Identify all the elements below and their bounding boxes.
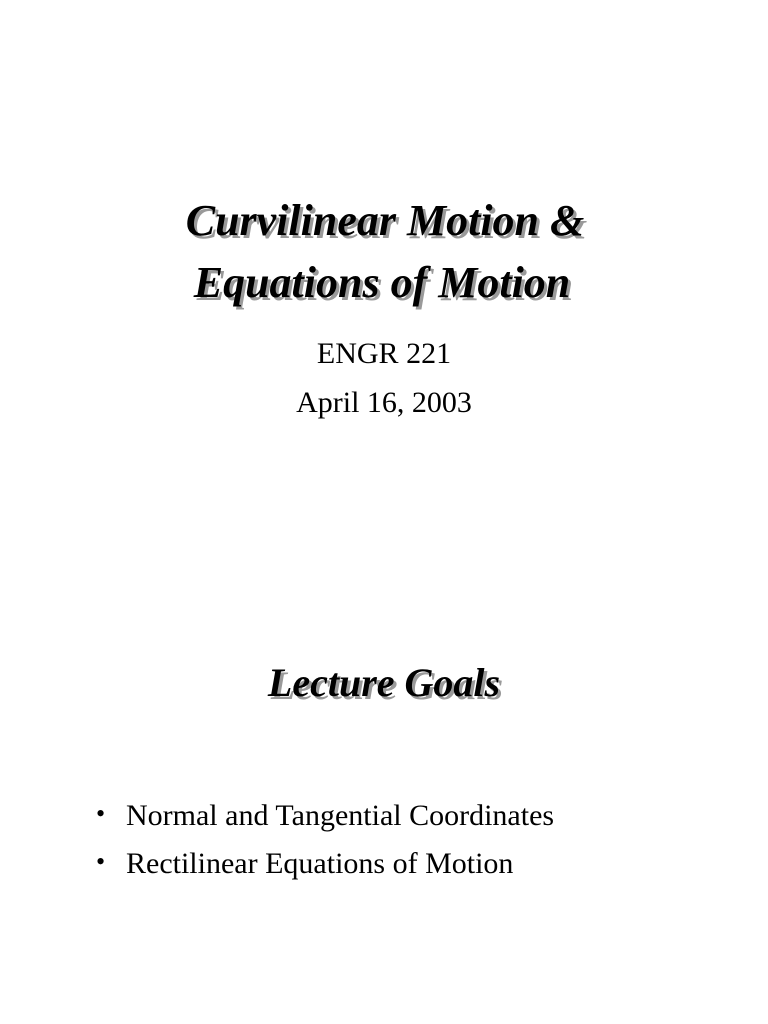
list-item: [96, 792, 554, 840]
slide-title: [0, 190, 768, 314]
goals-list: [96, 792, 554, 888]
bullet-icon: •: [96, 799, 106, 828]
slide-title-line-2: Equations of Motion: [193, 258, 571, 307]
list-item: [96, 840, 554, 888]
lecture-date: April 16, 2003: [296, 386, 472, 419]
list-item-text: Rectilinear Equations of Motion: [126, 847, 514, 880]
goals-title: Lecture Goals: [267, 660, 501, 705]
bullet-icon: •: [96, 847, 106, 876]
course-code: ENGR 221: [316, 337, 452, 370]
list-item-text: Normal and Tangential Coordinates: [126, 799, 555, 832]
goals-slide: [0, 512, 768, 1024]
slide-title-line-1: Curvilinear Motion &: [185, 196, 585, 245]
